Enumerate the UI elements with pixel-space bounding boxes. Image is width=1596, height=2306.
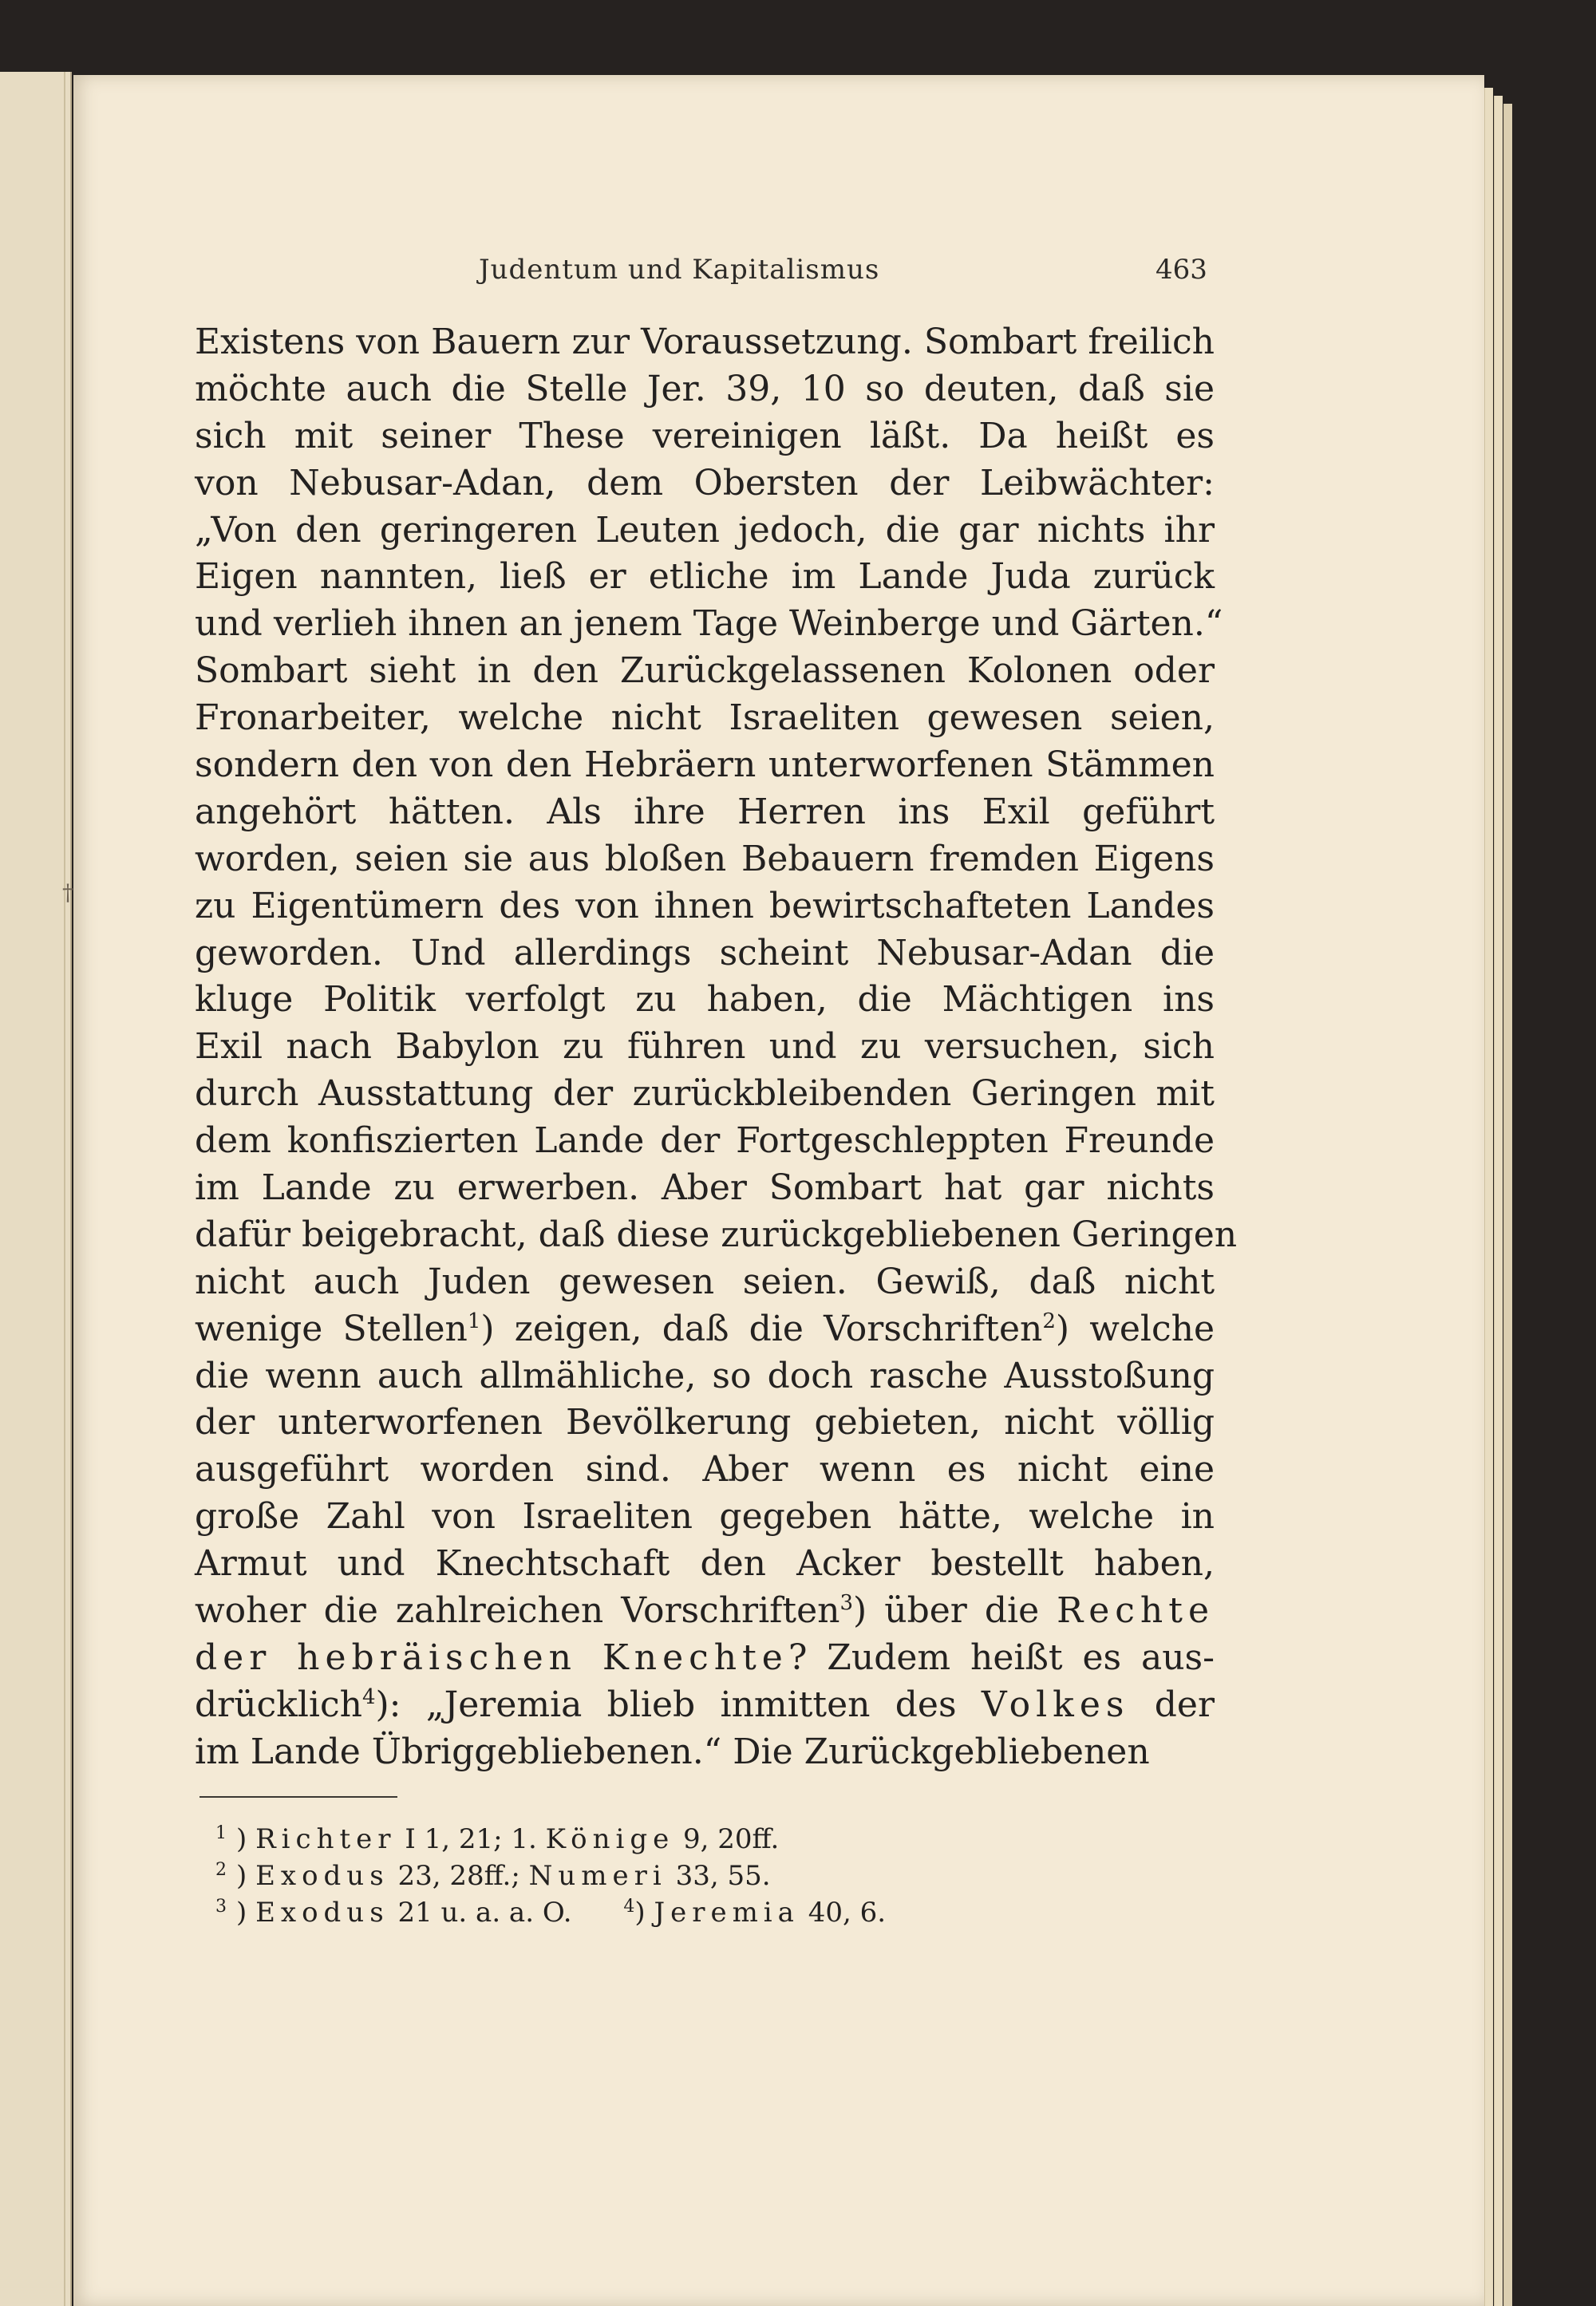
text-line: Fronarbeiter, welche nicht Israeliten gewesen seien, bbox=[195, 697, 1215, 739]
text-line: der unterworfenen Bevölkerung gebieten, nicht völlig bbox=[195, 1402, 1215, 1443]
text-line: der hebräischen Knechte? Zudem heißt es aus- bbox=[195, 1637, 1215, 1678]
footnotes bbox=[236, 1821, 1194, 1931]
text-line: angehört hätten. Als ihre Herren ins Exil geführt bbox=[195, 791, 1215, 832]
text-line: durch Ausstattung der zurückbleibenden Geringen mit bbox=[195, 1073, 1215, 1115]
text-line: und verlieh ihnen an jenem Tage Weinberge und Gärten.“ bbox=[195, 603, 1223, 645]
text-line: sich mit seiner These vereinigen läßt. Da heißt es bbox=[195, 415, 1215, 456]
text-line: woher die zahlreichen Vorschriften$^3$) über die Rechte bbox=[195, 1590, 1215, 1632]
footnote: ) Richter I 1, 21; 1. Könige 9, 20ff. bbox=[236, 1823, 780, 1855]
footnote-rule bbox=[200, 1796, 397, 1798]
text-line: zu Eigentümern des von ihnen bewirtschafteten Landes bbox=[195, 885, 1215, 926]
emphasized-word: der hebräischen Knechte bbox=[195, 1637, 788, 1678]
text-line: ausgeführt worden sind. Aber wenn es nicht eine bbox=[195, 1449, 1215, 1491]
page-edge-stack bbox=[1484, 88, 1493, 2306]
footnote-ref: 4 bbox=[361, 1684, 376, 1709]
text-line: dafür beigebracht, daß diese zurückgebliebenen Geringen bbox=[195, 1214, 1238, 1255]
emphasized-word: Volkes bbox=[981, 1684, 1130, 1725]
page-edge-stack bbox=[1503, 104, 1512, 2306]
text-line: drücklich$^4$): „Jeremia blieb inmitten des Volkes der bbox=[195, 1684, 1215, 1725]
margin-mark: † bbox=[62, 879, 73, 906]
footnote-ref: 1 bbox=[467, 1309, 481, 1333]
page-edge-stack bbox=[1494, 96, 1503, 2306]
text-line: Existens von Bauern zur Voraussetzung. Sombart freilich bbox=[195, 322, 1215, 362]
text-line: im Lande zu erwerben. Aber Sombart hat gar nichts bbox=[195, 1167, 1215, 1209]
text-line: dem konfiszierten Lande der Fortgeschleppten Freunde bbox=[195, 1120, 1215, 1162]
text-line: sondern den von den Hebräern unterworfenen Stämmen bbox=[195, 744, 1215, 786]
emphasized-word: Rechte bbox=[1057, 1590, 1215, 1632]
text-line: möchte auch die Stelle Jer. 39, 10 so deuten, daß sie bbox=[195, 368, 1215, 409]
body-text bbox=[195, 319, 1238, 1776]
text-line: nicht auch Juden gewesen seien. Gewiß, daß nicht bbox=[195, 1261, 1215, 1302]
text-line: geworden. Und allerdings scheint Nebusar-Adan die bbox=[195, 932, 1215, 973]
running-header bbox=[479, 254, 1213, 294]
text-line: große Zahl von Israeliten gegeben hätte, welche in bbox=[195, 1496, 1215, 1538]
text-line: Armut und Knechtschaft den Acker bestellt haben, bbox=[195, 1543, 1215, 1585]
text-line: „Von den geringeren Leuten jedoch, die gar nichts ihr bbox=[195, 509, 1215, 551]
text-line: wenige Stellen$^1$) zeigen, daß die Vorschriften$^2$) welche bbox=[195, 1308, 1215, 1349]
text-line: Exil nach Babylon zu führen und zu versuchen, sich bbox=[195, 1026, 1215, 1068]
text-line: die wenn auch allmähliche, so doch rasche Ausstoßung bbox=[195, 1355, 1215, 1396]
text-line: worden, seien sie aus bloßen Bebauern fremden Eigens bbox=[195, 838, 1215, 879]
text-line: von Nebusar-Adan, dem Obersten der Leibwächter: bbox=[195, 462, 1215, 503]
gutter-line bbox=[64, 72, 65, 2306]
text-line: Eigen nannten, ließ er etliche im Lande Juda zurück bbox=[195, 556, 1215, 598]
left-page-edge bbox=[0, 72, 72, 2306]
footnote: ) Exodus 23, 28ff.; Numeri 33, 55. bbox=[236, 1860, 771, 1892]
text-line: im Lande Übriggebliebenen.“ Die Zurückgebliebenen bbox=[195, 1731, 1150, 1772]
footnote-ref: 2 bbox=[1042, 1309, 1056, 1333]
text-line: Sombart sieht in den Zurückgelassenen Kolonen oder bbox=[195, 650, 1215, 692]
footnote-ref: 3 bbox=[839, 1591, 854, 1616]
text-line: kluge Politik verfolgt zu haben, die Mächtigen ins bbox=[195, 979, 1215, 1021]
page-number: 463 bbox=[1156, 254, 1207, 286]
footnote: ) Exodus 21 u. a. a. O. $^4$) Jeremia 40, 6. bbox=[236, 1897, 887, 1929]
running-title: Judentum und Kapitalismus bbox=[479, 254, 880, 286]
